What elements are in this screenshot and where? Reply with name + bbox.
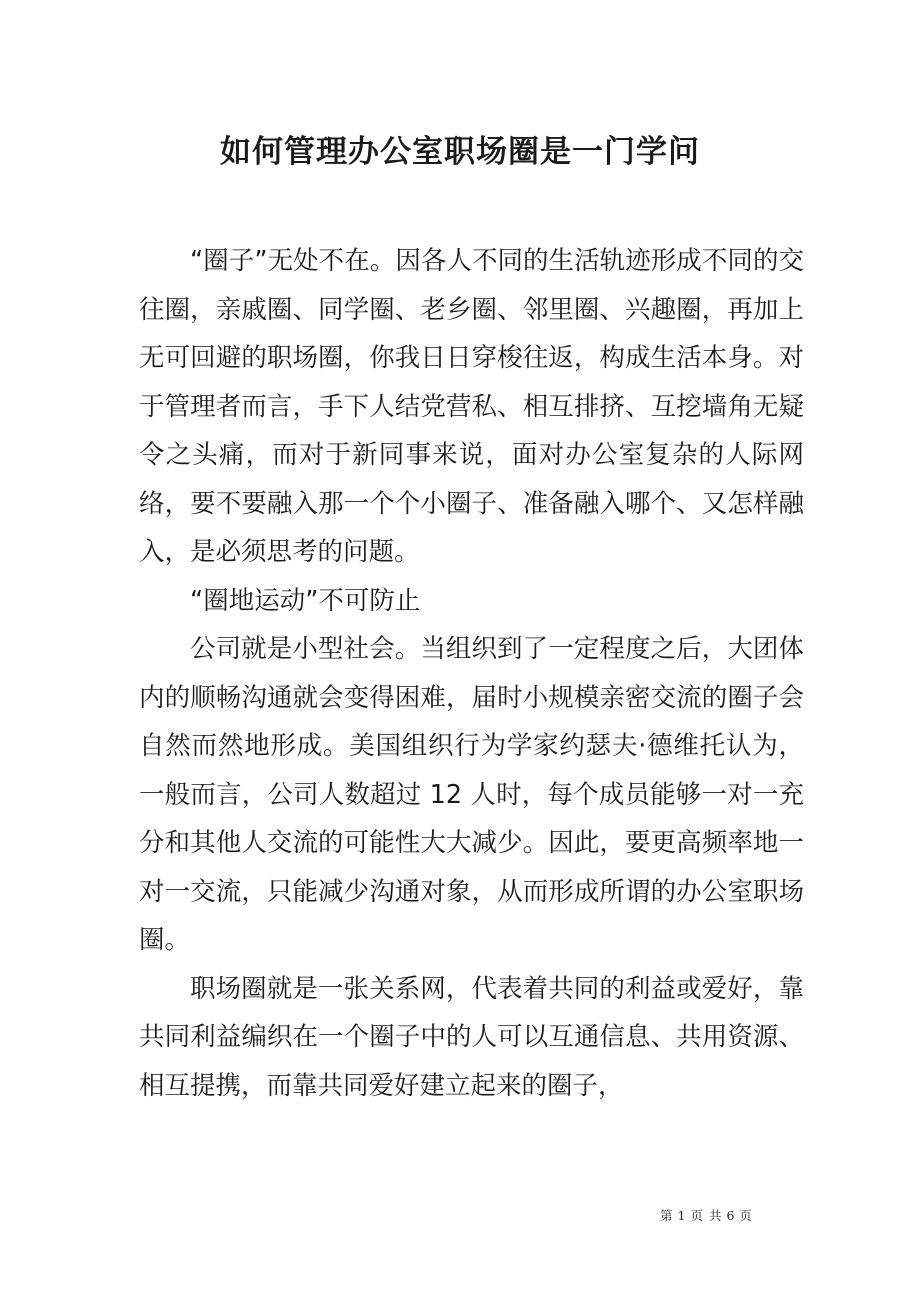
footer-prefix: 第 <box>660 1208 674 1223</box>
footer-suffix: 页 <box>739 1208 753 1223</box>
paragraph-company: 公司就是小型社会。当组织到了一定程度之后，大团体内的顺畅沟通就会变得困难，届时小规模亲密交流的圈子会自然而然地形成。美国组织行为学家约瑟夫·德维托认为，一般而言，公司人数超过 12 人时，每个成员能够一对一充分和其他人交流的可能性大大减少。因此，要更高频率地一对一交流，只能减少沟通对象，从而形成所谓的办公室职场圈。 <box>139 634 804 955</box>
footer-middle: 页 共 <box>690 1208 723 1223</box>
paragraph-intro: “圈子”无处不在。因各人不同的生活轨迹形成不同的交往圈，亲戚圈、同学圈、老乡圈、邻里圈、兴趣圈，再加上无可回避的职场圈，你我日日穿梭往返，构成生活本身。对于管理者而言，手下人结党营私、相互排挤、互挖墙角无疑令之头痛，而对于新同事来说，面对办公室复杂的人际网络，要不要融入那一个个小圈子、准备融入哪个、又怎样融入，是必须思考的问题。 <box>139 246 804 567</box>
footer-total: 6 <box>726 1208 736 1223</box>
footer-page: 1 <box>677 1208 687 1223</box>
document-title: 如何管理办公室职场圈是一门学问 <box>220 134 700 170</box>
document-body <box>139 237 804 1110</box>
section-heading: “圈地运动”不可防止 <box>190 585 421 616</box>
paragraph-network: 职场圈就是一张关系网，代表着共同的利益或爱好，靠共同利益编织在一个圈子中的人可以互通信息、共用资源、相互提携，而靠共同爱好建立起来的圈子， <box>139 973 804 1101</box>
page-number-footer <box>660 1207 800 1225</box>
